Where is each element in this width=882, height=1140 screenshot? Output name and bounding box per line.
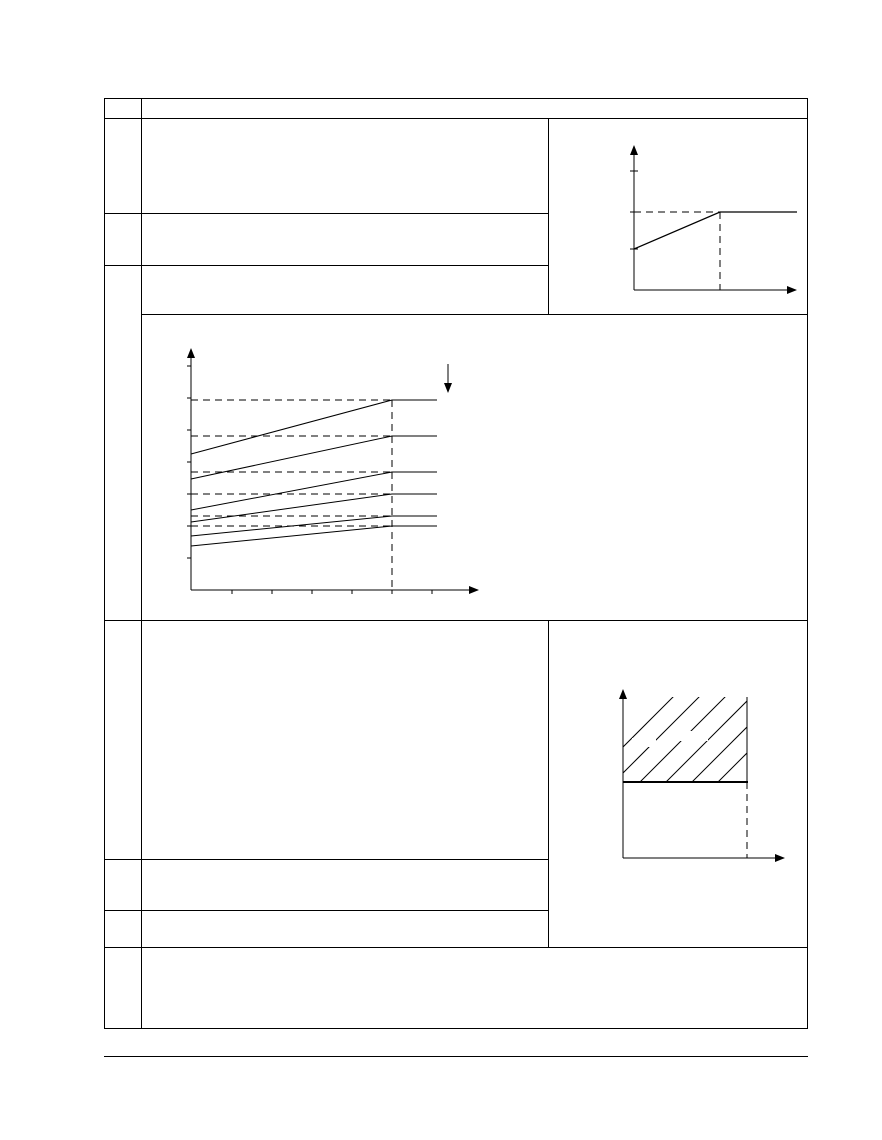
table-border bbox=[105, 99, 808, 1029]
curve-family bbox=[191, 400, 437, 546]
dashed-guides bbox=[191, 400, 392, 590]
hatch-gap-2 bbox=[632, 738, 656, 747]
curve-2 bbox=[191, 436, 437, 479]
hatched-region-graph-icon bbox=[588, 690, 810, 858]
curve-family-graph-icon bbox=[187, 349, 478, 594]
ramp-limit-graph-icon bbox=[630, 146, 797, 290]
y-ticks bbox=[187, 366, 191, 558]
x-ticks bbox=[232, 590, 432, 594]
hatch-gap-1 bbox=[680, 731, 708, 741]
ramp-curve bbox=[634, 212, 797, 249]
curve-1 bbox=[191, 400, 437, 454]
curve-6 bbox=[191, 526, 437, 546]
curve-3 bbox=[191, 472, 437, 510]
curve-4 bbox=[191, 494, 437, 522]
parameter-table bbox=[104, 98, 808, 1029]
